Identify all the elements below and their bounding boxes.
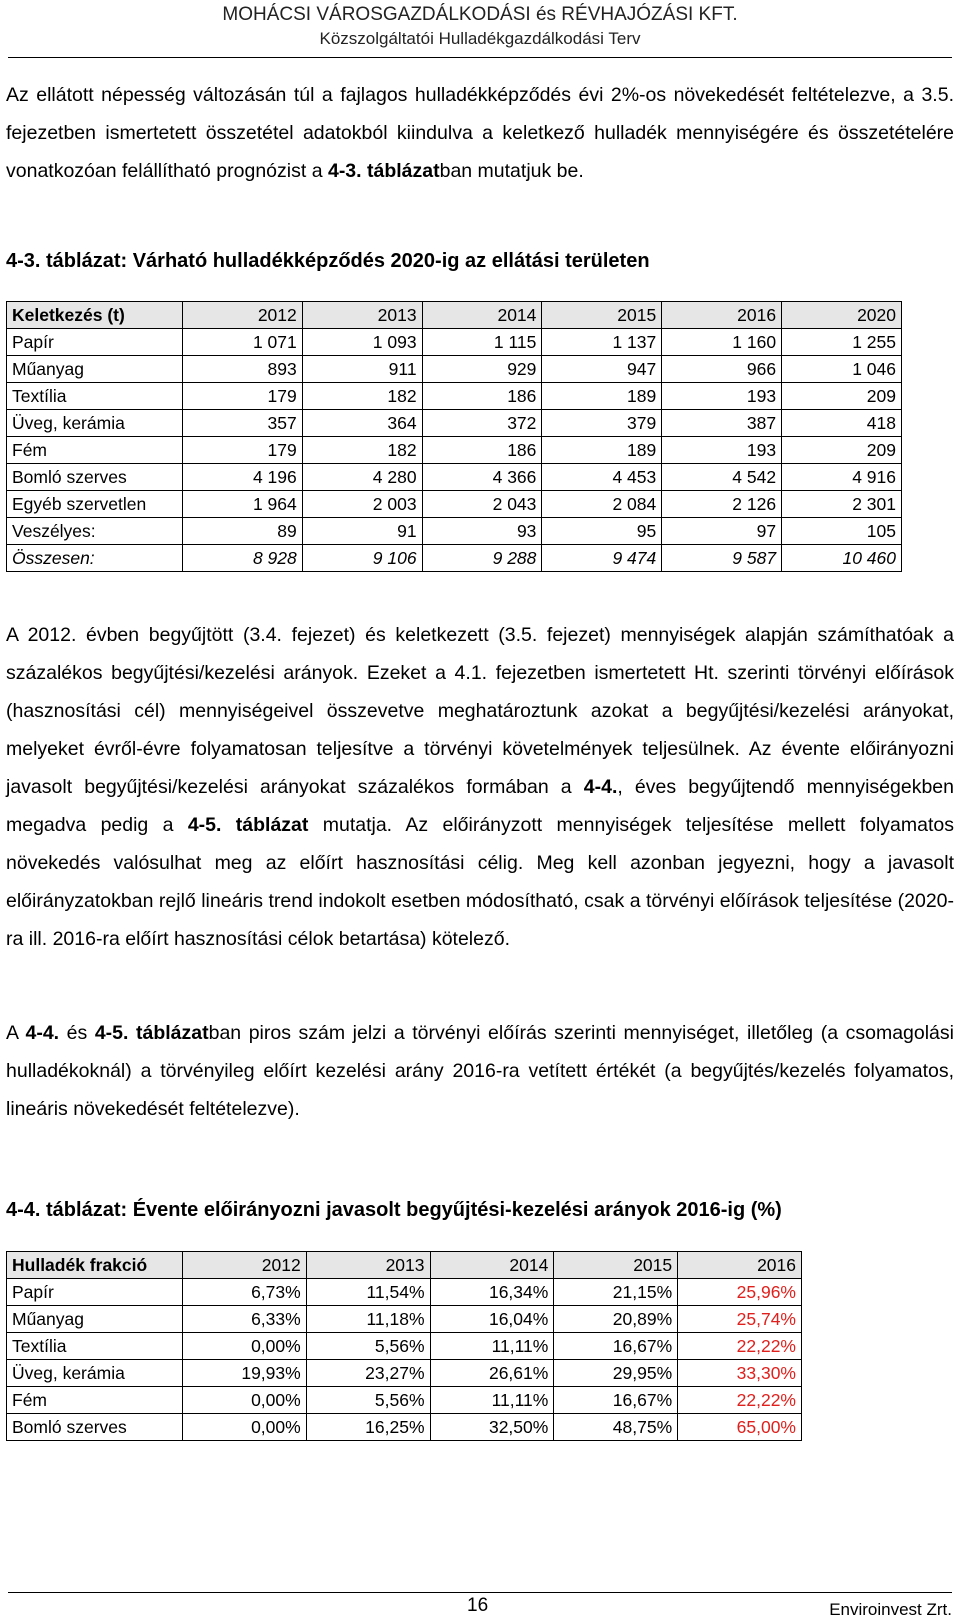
value-cell: 16,25%: [306, 1414, 430, 1441]
table-row: [7, 410, 902, 437]
value-cell: 893: [182, 356, 302, 383]
value-cell: 6,73%: [182, 1279, 306, 1306]
value-cell: 209: [782, 383, 902, 410]
value-cell: 5,56%: [306, 1387, 430, 1414]
value-cell: 2 126: [662, 491, 782, 518]
value-cell: 20,89%: [554, 1306, 678, 1333]
value-cell: 2013: [302, 302, 422, 329]
value-cell: 2 003: [302, 491, 422, 518]
header-rule: [8, 57, 952, 58]
value-cell: 11,18%: [306, 1306, 430, 1333]
intro-text: Az ellátott népesség változásán túl a fajlagos hulladékképződés évi 2%-os növekedését feltételezve, a 3.5. fejezetben ismertetett összetétel adatokból kiindulva a keletkező hulladék mennyiségére és összetételére vonatkozóan felállítható prognózist a: [6, 84, 954, 182]
row-label-cell: Egyéb szervetlen: [7, 491, 183, 518]
para3-text-3: ban piros szám jelzi a törvényi előírás szerinti mennyiséget, illetőleg (a csomagolási hulladékoknál) a törvényileg előírt kezelési arány 2016-ra vetített értékét (a begyűjtés/kezelés folyamatos, lineáris növekedését feltételezve).: [6, 1022, 954, 1120]
value-cell: 186: [422, 437, 542, 464]
table-row: [7, 491, 902, 518]
table-row: [7, 1306, 802, 1333]
row-label-cell: Veszélyes:: [7, 518, 183, 545]
table-row: [7, 1387, 802, 1414]
value-cell: 26,61%: [430, 1360, 554, 1387]
value-cell: 0,00%: [182, 1414, 306, 1441]
para2-table-ref-1: 4-4.: [583, 776, 618, 798]
para2-text: A 2012. évben begyűjtött (3.4. fejezet) és keletkezett (3.5. fejezet) mennyiségek alapján számíthatóak a százalékos begyűjtési/kezelési arányok. Ezeket a 4.1. fejezetben ismertetett Ht. szerinti törvényi előírások (hasznosítási cél) mennyiségeivel összevetve meghatároztunk azokat a begyűjtési/kezelési arányokat, melyeket évről-évre folyamatosan teljesítve a törvényi követelmények teljesülnek. Az évente előirányozni javasolt begyűjtési/kezelési arányokat százalékos formában a: [6, 624, 954, 798]
value-cell: 11,11%: [430, 1387, 554, 1414]
value-cell: 2014: [430, 1252, 554, 1279]
value-cell: 11,11%: [430, 1333, 554, 1360]
row-label-cell: Műanyag: [7, 356, 183, 383]
value-cell: 179: [182, 383, 302, 410]
table-row: [7, 329, 902, 356]
value-cell: 418: [782, 410, 902, 437]
value-cell: 209: [782, 437, 902, 464]
footer-company: Enviroinvest Zrt.: [829, 1600, 952, 1619]
value-cell: 2020: [782, 302, 902, 329]
table43-caption: 4-3. táblázat: Várható hulladékképződés 2020-ig az ellátási területen: [6, 250, 650, 272]
value-cell: 911: [302, 356, 422, 383]
value-cell: 105: [782, 518, 902, 545]
value-cell: 4 453: [542, 464, 662, 491]
intro-text-end: ban mutatjuk be.: [439, 160, 584, 182]
value-cell: 357: [182, 410, 302, 437]
value-cell: 97: [662, 518, 782, 545]
value-cell: 25,74%: [678, 1306, 802, 1333]
para3-text-2: és: [59, 1022, 95, 1044]
table-4-3: [6, 301, 902, 572]
table-row: [7, 518, 902, 545]
value-cell: 29,95%: [554, 1360, 678, 1387]
value-cell: 19,93%: [182, 1360, 306, 1387]
value-cell: 4 196: [182, 464, 302, 491]
value-cell: 372: [422, 410, 542, 437]
value-cell: 2 084: [542, 491, 662, 518]
value-cell: 48,75%: [554, 1414, 678, 1441]
value-cell: 2 301: [782, 491, 902, 518]
value-cell: 16,34%: [430, 1279, 554, 1306]
value-cell: 32,50%: [430, 1414, 554, 1441]
value-cell: 182: [302, 383, 422, 410]
value-cell: 9 587: [662, 545, 782, 572]
table-header-row: [7, 302, 902, 329]
table44-caption: 4-4. táblázat: Évente előirányozni javasolt begyűjtési-kezelési arányok 2016-ig (%): [6, 1199, 782, 1221]
row-label-cell: Papír: [7, 329, 183, 356]
value-cell: 179: [182, 437, 302, 464]
footer-rule: [8, 1592, 952, 1593]
para2-table-ref-2: 4-5. táblázat: [187, 814, 309, 836]
table-total-row: [7, 545, 902, 572]
value-cell: 4 916: [782, 464, 902, 491]
para3-table-ref-2: 4-5. táblázat: [94, 1022, 209, 1044]
value-cell: 4 280: [302, 464, 422, 491]
row-label-cell: Papír: [7, 1279, 183, 1306]
value-cell: 9 288: [422, 545, 542, 572]
value-cell: 1 046: [782, 356, 902, 383]
header-company: MOHÁCSI VÁROSGAZDÁLKODÁSI és RÉVHAJÓZÁSI KFT.: [222, 4, 738, 25]
value-cell: 1 115: [422, 329, 542, 356]
value-cell: 189: [542, 437, 662, 464]
value-cell: 2016: [662, 302, 782, 329]
paragraph-3: [6, 1014, 954, 1128]
table-row: [7, 1279, 802, 1306]
value-cell: 1 255: [782, 329, 902, 356]
value-cell: 182: [302, 437, 422, 464]
value-cell: 387: [662, 410, 782, 437]
table-4-4: [6, 1251, 802, 1441]
table-row: [7, 1360, 802, 1387]
value-cell: 2012: [182, 1252, 306, 1279]
value-cell: 364: [302, 410, 422, 437]
intro-paragraph: [6, 76, 954, 190]
table-row: [7, 464, 902, 491]
paragraph-2: [6, 616, 954, 958]
value-cell: 189: [542, 383, 662, 410]
value-cell: 5,56%: [306, 1333, 430, 1360]
row-label-cell: Textília: [7, 383, 183, 410]
value-cell: 93: [422, 518, 542, 545]
value-cell: 16,04%: [430, 1306, 554, 1333]
row-label-cell: Keletkezés (t): [7, 302, 183, 329]
value-cell: 966: [662, 356, 782, 383]
value-cell: 2015: [554, 1252, 678, 1279]
value-cell: 89: [182, 518, 302, 545]
value-cell: 0,00%: [182, 1387, 306, 1414]
value-cell: 16,67%: [554, 1333, 678, 1360]
value-cell: 9 106: [302, 545, 422, 572]
value-cell: 95: [542, 518, 662, 545]
value-cell: 2012: [182, 302, 302, 329]
value-cell: 2016: [678, 1252, 802, 1279]
value-cell: 2 043: [422, 491, 542, 518]
value-cell: 22,22%: [678, 1333, 802, 1360]
row-label-cell: Textília: [7, 1333, 183, 1360]
value-cell: 1 071: [182, 329, 302, 356]
value-cell: 16,67%: [554, 1387, 678, 1414]
value-cell: 33,30%: [678, 1360, 802, 1387]
table-row: [7, 1333, 802, 1360]
value-cell: 1 964: [182, 491, 302, 518]
value-cell: 10 460: [782, 545, 902, 572]
row-label-cell: Összesen:: [7, 545, 183, 572]
value-cell: 23,27%: [306, 1360, 430, 1387]
value-cell: 9 474: [542, 545, 662, 572]
value-cell: 25,96%: [678, 1279, 802, 1306]
value-cell: 22,22%: [678, 1387, 802, 1414]
row-label-cell: Bomló szerves: [7, 1414, 183, 1441]
value-cell: 1 160: [662, 329, 782, 356]
row-label-cell: Bomló szerves: [7, 464, 183, 491]
value-cell: 8 928: [182, 545, 302, 572]
value-cell: 91: [302, 518, 422, 545]
value-cell: 4 542: [662, 464, 782, 491]
para3-text: A: [6, 1022, 26, 1044]
value-cell: 193: [662, 383, 782, 410]
value-cell: 2013: [306, 1252, 430, 1279]
value-cell: 2014: [422, 302, 542, 329]
row-label-cell: Üveg, kerámia: [7, 1360, 183, 1387]
value-cell: 11,54%: [306, 1279, 430, 1306]
value-cell: 186: [422, 383, 542, 410]
value-cell: 1 093: [302, 329, 422, 356]
value-cell: 1 137: [542, 329, 662, 356]
value-cell: 193: [662, 437, 782, 464]
row-label-cell: Üveg, kerámia: [7, 410, 183, 437]
intro-table-ref: 4-3. táblázat: [327, 160, 440, 182]
para3-table-ref-1: 4-4.: [25, 1022, 60, 1044]
row-label-cell: Hulladék frakció: [7, 1252, 183, 1279]
value-cell: 929: [422, 356, 542, 383]
value-cell: 0,00%: [182, 1333, 306, 1360]
value-cell: 947: [542, 356, 662, 383]
table-header-row: [7, 1252, 802, 1279]
value-cell: 4 366: [422, 464, 542, 491]
table-row: [7, 1414, 802, 1441]
table-row: [7, 356, 902, 383]
page-header: [0, 4, 960, 50]
row-label-cell: Műanyag: [7, 1306, 183, 1333]
value-cell: 21,15%: [554, 1279, 678, 1306]
page-number: 16: [467, 1595, 489, 1616]
row-label-cell: Fém: [7, 437, 183, 464]
value-cell: 65,00%: [678, 1414, 802, 1441]
para2-text-2: , éves begyűjtendő mennyiségekben megadva pedig a: [6, 776, 954, 836]
row-label-cell: Fém: [7, 1387, 183, 1414]
value-cell: 2015: [542, 302, 662, 329]
para2-text-3: mutatja. Az előirányzott mennyiségek teljesítése mellett folyamatos növekedés valósulhat meg az előírt hasznosítási célig. Meg kell azonban jegyezni, hogy a javasolt előirányzatokban rejlő lineáris trend indokolt esetben módosítható, csak a törvényi előírások teljesítése (2020-ra ill. 2016-ra előírt hasznosítási célok betartása) kötelező.: [6, 814, 955, 950]
table-row: [7, 383, 902, 410]
table-row: [7, 437, 902, 464]
value-cell: 6,33%: [182, 1306, 306, 1333]
header-subtitle: Közszolgáltatói Hulladékgazdálkodási Terv: [319, 29, 641, 48]
value-cell: 379: [542, 410, 662, 437]
